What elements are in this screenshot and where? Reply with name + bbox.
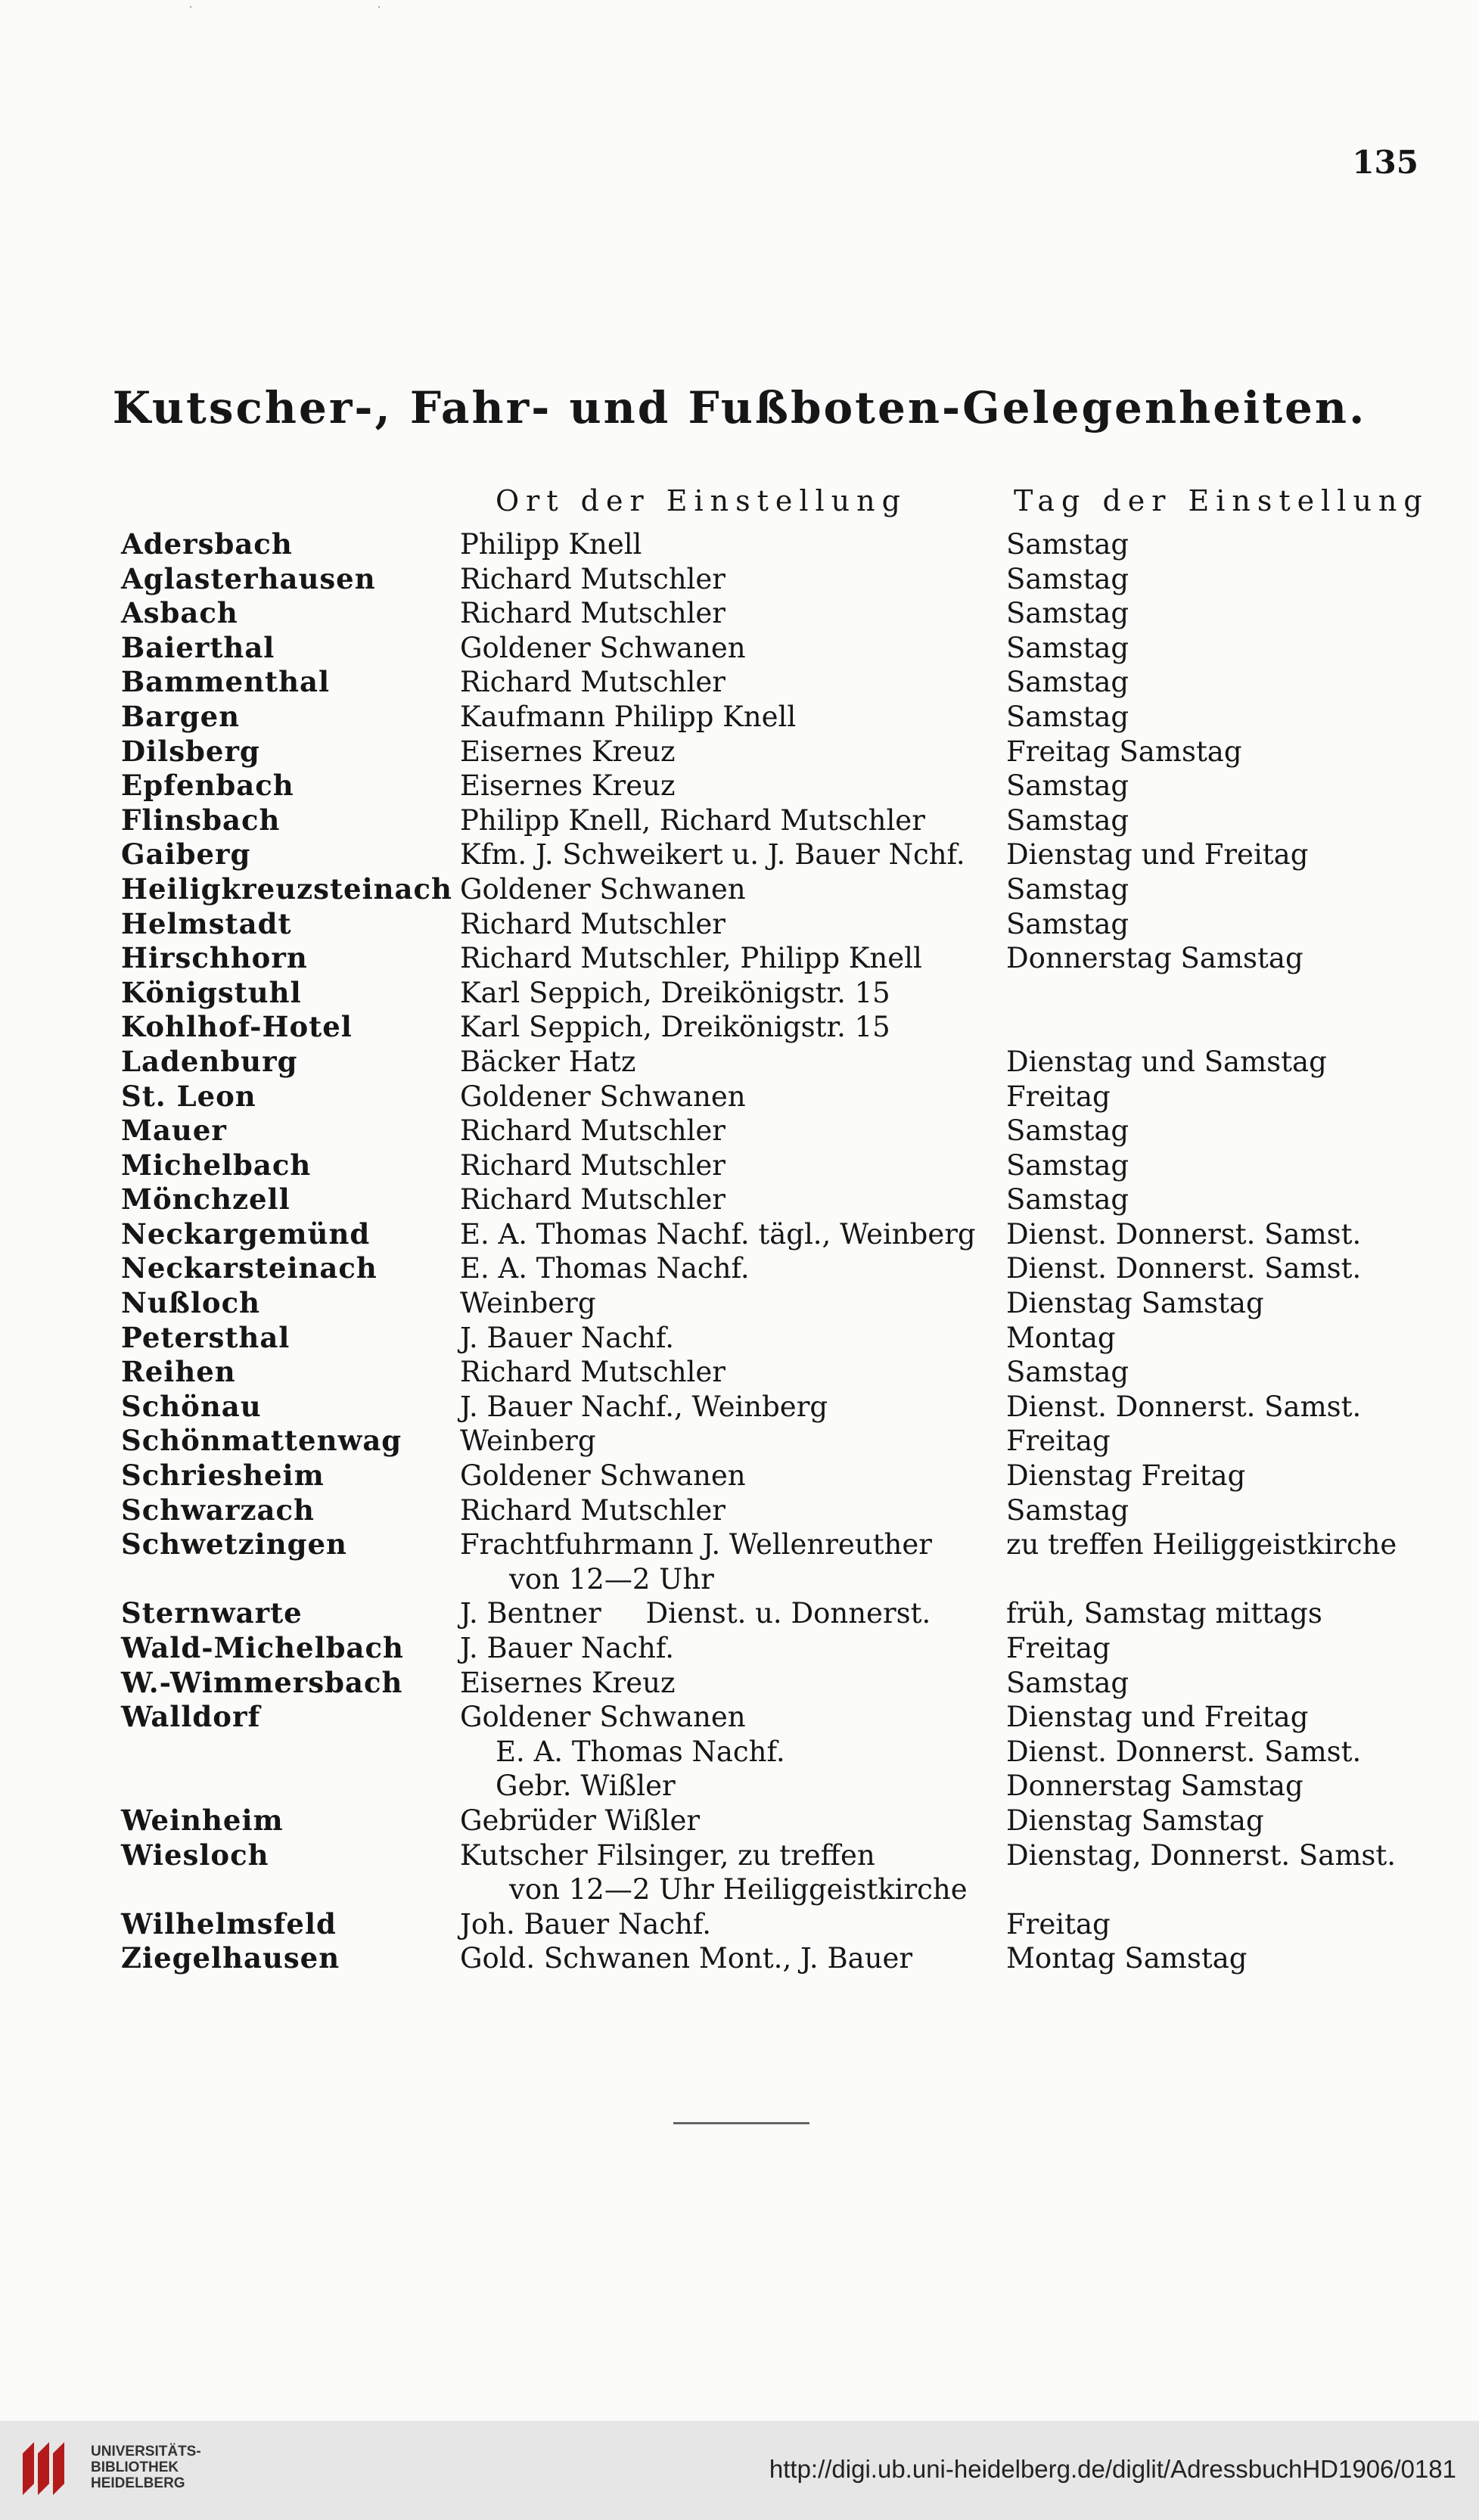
day-cell: Dienst. Donnerst. Samst. xyxy=(1006,1735,1362,1768)
place-cell xyxy=(460,1907,711,1942)
day-cell: Samstag xyxy=(1006,1666,1129,1699)
day-cell: Freitag xyxy=(1006,1907,1111,1940)
table-row xyxy=(0,1251,1479,1286)
table-row xyxy=(0,1631,1479,1666)
place-cell xyxy=(460,735,675,769)
day-cell: Donnerstag Samstag xyxy=(1006,1770,1303,1803)
listing-table xyxy=(0,527,1479,1976)
town-name: W.-Wimmersbach xyxy=(121,1665,403,1699)
table-row xyxy=(0,596,1479,631)
day-cell: Dienst. Donnerst. Samst. xyxy=(1006,1390,1362,1423)
place-cell xyxy=(460,1804,700,1838)
place-text: Richard Mutschler xyxy=(460,1493,726,1527)
place-cell xyxy=(460,1148,726,1183)
town-name: Bargen xyxy=(121,699,241,733)
place-cell xyxy=(460,1251,750,1286)
place-text: Goldener Schwanen xyxy=(460,872,746,906)
place-cell xyxy=(460,665,726,700)
day-cell: Samstag xyxy=(1006,597,1129,630)
town-name: Gaiberg xyxy=(121,837,251,872)
town-name: Petersthal xyxy=(121,1320,291,1354)
table-row xyxy=(0,735,1479,769)
place-cell xyxy=(460,837,965,872)
place-text: Richard Mutschler xyxy=(460,597,726,630)
town-name: Epfenbach xyxy=(121,769,294,803)
day-cell: Dienstag Freitag xyxy=(1006,1459,1246,1493)
table-row xyxy=(0,1700,1479,1735)
day-cell: Samstag xyxy=(1006,1183,1129,1216)
town-name: Adersbach xyxy=(121,527,293,561)
place-text: Philipp Knell, Richard Mutschler xyxy=(460,803,925,837)
day-cell: Dienstag und Freitag xyxy=(1006,1701,1309,1734)
place-text: Eisernes Kreuz xyxy=(460,1666,676,1699)
place-text: Richard Mutschler xyxy=(460,1183,726,1216)
town-name: Baierthal xyxy=(121,630,275,664)
table-row xyxy=(0,1838,1479,1907)
library-logo-icon xyxy=(15,2435,83,2503)
day-cell: Dienstag Samstag xyxy=(1006,1804,1264,1837)
place-cell xyxy=(460,1941,912,1976)
source-url[interactable]: http://digi.ub.uni-heidelberg.de/diglit/AdressbuchHD1906/0181 xyxy=(769,2455,1456,2483)
town-name: Helmstadt xyxy=(121,906,292,940)
table-row xyxy=(0,1114,1479,1148)
table-row xyxy=(0,837,1479,872)
town-name: St. Leon xyxy=(121,1079,256,1113)
day-cell: Freitag xyxy=(1006,1425,1111,1458)
day-cell: Montag Samstag xyxy=(1006,1942,1248,1975)
place-cell xyxy=(460,1080,746,1114)
table-row xyxy=(0,1804,1479,1838)
day-cell: Samstag xyxy=(1006,631,1129,664)
town-name: Asbach xyxy=(121,596,238,630)
place-text: Goldener Schwanen xyxy=(460,1459,746,1493)
place-cell xyxy=(460,1527,932,1596)
town-name: Wilhelmsfeld xyxy=(121,1906,337,1940)
library-name xyxy=(91,2444,201,2491)
day-cell: Dienstag und Freitag xyxy=(1006,838,1309,872)
place-text: Eisernes Kreuz xyxy=(460,735,676,768)
end-rule xyxy=(673,2122,809,2124)
place-text: J. Bentner Dienst. u. Donnerst. xyxy=(460,1597,931,1630)
place-text: Richard Mutschler xyxy=(460,1148,726,1182)
day-cell: Samstag xyxy=(1006,769,1129,803)
town-name: Mönchzell xyxy=(121,1182,291,1216)
day-cell: früh, Samstag mittags xyxy=(1006,1597,1322,1630)
table-row xyxy=(0,1769,1479,1804)
page-title: Kutscher-, Fahr- und Fußboten-Gelegenheiten. xyxy=(112,382,1367,433)
place-cell xyxy=(460,907,726,942)
place-text: Philipp Knell xyxy=(460,528,642,561)
place-cell xyxy=(460,1114,726,1148)
table-row xyxy=(0,1080,1479,1114)
town-name: Walldorf xyxy=(121,1700,261,1734)
place-cell xyxy=(460,1286,596,1321)
day-cell: Samstag xyxy=(1006,666,1129,699)
table-row xyxy=(0,1217,1479,1252)
place-cell xyxy=(460,1666,675,1701)
table-row xyxy=(0,631,1479,666)
place-cell xyxy=(460,596,726,631)
table-row xyxy=(0,562,1479,597)
town-name: Flinsbach xyxy=(121,803,281,837)
place-text: Goldener Schwanen xyxy=(460,1701,746,1734)
table-row xyxy=(0,1493,1479,1528)
day-cell: Dienstag, Donnerst. Samst. xyxy=(1006,1838,1397,1872)
town-name: Ziegelhausen xyxy=(121,1941,340,1975)
place-cell xyxy=(460,1424,596,1459)
town-name: Neckargemünd xyxy=(121,1216,371,1251)
place-text: Gebrüder Wißler xyxy=(460,1804,701,1837)
table-row xyxy=(0,1182,1479,1217)
place-text: Karl Seppich, Dreikönigstr. 15 xyxy=(460,1011,890,1044)
place-cell xyxy=(460,803,925,838)
town-name: Wiesloch xyxy=(121,1838,269,1872)
place-text: Goldener Schwanen xyxy=(460,1080,746,1113)
day-cell: Samstag xyxy=(1006,872,1129,906)
town-name: Weinheim xyxy=(121,1803,284,1837)
day-cell: Samstag xyxy=(1006,1356,1129,1389)
place-text: Kfm. J. Schweikert u. J. Bauer Nchf. xyxy=(460,838,965,872)
day-cell: zu treffen Heiliggeistkirche xyxy=(1006,1528,1397,1561)
table-row xyxy=(0,1286,1479,1321)
town-name: Neckarsteinach xyxy=(121,1251,378,1285)
day-cell: Dienstag und Samstag xyxy=(1006,1045,1327,1078)
day-cell: Samstag xyxy=(1006,1114,1129,1148)
table-row xyxy=(0,1907,1479,1942)
library-line-2: BIBLIOTHEK xyxy=(91,2459,179,2475)
table-row xyxy=(0,1527,1479,1596)
table-row xyxy=(0,1355,1479,1390)
place-text: J. Bauer Nachf., Weinberg xyxy=(460,1390,828,1423)
place-cell xyxy=(460,1769,676,1804)
place-cell xyxy=(460,976,890,1011)
place-cell xyxy=(460,872,746,907)
place-text: Frachtfuhrmann J. Wellenreuther xyxy=(460,1528,932,1561)
day-cell: Freitag xyxy=(1006,1632,1111,1664)
day-cell: Samstag xyxy=(1006,700,1129,733)
town-name: Reihen xyxy=(121,1355,236,1389)
place-cell xyxy=(460,1459,746,1493)
table-row xyxy=(0,941,1479,976)
library-line-1: UNIVERSITÄTS- xyxy=(91,2444,201,2459)
town-name: Schwarzach xyxy=(121,1493,315,1527)
day-cell: Montag xyxy=(1006,1321,1116,1354)
day-cell: Freitag xyxy=(1006,1080,1111,1113)
table-row xyxy=(0,769,1479,803)
town-name: Ladenburg xyxy=(121,1044,298,1078)
town-name: Kohlhof-Hotel xyxy=(121,1010,353,1044)
page-number: 135 xyxy=(1352,144,1418,181)
town-name: Schwetzingen xyxy=(121,1527,347,1561)
town-name: Dilsberg xyxy=(121,734,260,768)
header-day: Tag der Einstellung xyxy=(1014,484,1429,517)
town-name: Schriesheim xyxy=(121,1459,325,1493)
place-text: J. Bauer Nachf. xyxy=(460,1632,675,1664)
place-text: Kaufmann Philipp Knell xyxy=(460,700,797,733)
place-subtext: von 12—2 Uhr Heiliggeistkirche xyxy=(509,1873,968,1906)
place-cell xyxy=(460,1217,976,1252)
day-cell: Samstag xyxy=(1006,1148,1129,1182)
place-cell xyxy=(460,1493,726,1528)
place-cell xyxy=(460,1631,674,1666)
day-cell: Freitag Samstag xyxy=(1006,735,1242,768)
place-text: E. A. Thomas Nachf. xyxy=(460,1252,750,1285)
town-name: Bammenthal xyxy=(121,665,331,699)
place-cell xyxy=(460,1182,726,1217)
day-cell: Dienst. Donnerst. Samst. xyxy=(1006,1217,1362,1251)
table-row xyxy=(0,976,1479,1011)
table-row xyxy=(0,527,1479,562)
place-text: Eisernes Kreuz xyxy=(460,769,676,803)
table-row xyxy=(0,1424,1479,1459)
place-cell xyxy=(460,1700,746,1735)
town-name: Heiligkreuzsteinach xyxy=(121,872,452,906)
place-cell xyxy=(460,1321,674,1356)
table-row xyxy=(0,1321,1479,1356)
place-cell xyxy=(460,1390,828,1425)
place-cell xyxy=(460,941,922,976)
table-row xyxy=(0,907,1479,942)
table-row xyxy=(0,1735,1479,1770)
town-name: Aglasterhausen xyxy=(121,561,376,595)
place-text: Richard Mutschler xyxy=(460,907,726,940)
day-cell: Dienst. Donnerst. Samst. xyxy=(1006,1252,1362,1285)
place-text: E. A. Thomas Nachf. tägl., Weinberg xyxy=(460,1217,976,1251)
table-row xyxy=(0,1941,1479,1976)
column-headers xyxy=(0,484,1479,530)
place-text: E. A. Thomas Nachf. xyxy=(460,1735,785,1768)
day-cell: Samstag xyxy=(1006,907,1129,940)
place-cell xyxy=(460,631,746,666)
place-text: Richard Mutschler xyxy=(460,1356,726,1389)
place-cell xyxy=(460,1596,931,1631)
table-row xyxy=(0,1045,1479,1080)
place-text: Kutscher Filsinger, zu treffen xyxy=(460,1838,875,1872)
table-row xyxy=(0,665,1479,700)
day-cell: Dienstag Samstag xyxy=(1006,1287,1264,1320)
table-row xyxy=(0,1666,1479,1701)
town-name: Michelbach xyxy=(121,1148,312,1182)
day-cell: Samstag xyxy=(1006,528,1129,561)
table-row xyxy=(0,1148,1479,1183)
library-line-3: HEIDELBERG xyxy=(91,2475,185,2491)
table-row xyxy=(0,1010,1479,1045)
table-row xyxy=(0,1390,1479,1425)
place-cell xyxy=(460,1045,635,1080)
place-text: Richard Mutschler xyxy=(460,666,726,699)
table-row xyxy=(0,700,1479,735)
place-cell xyxy=(460,527,642,562)
place-text: Richard Mutschler xyxy=(460,1114,726,1148)
place-cell xyxy=(460,1010,890,1045)
footer-bar xyxy=(0,2421,1479,2520)
day-cell: Samstag xyxy=(1006,1493,1129,1527)
table-row xyxy=(0,1596,1479,1631)
table-row xyxy=(0,803,1479,838)
town-name: Nußloch xyxy=(121,1286,260,1320)
place-text: J. Bauer Nachf. xyxy=(460,1321,675,1354)
town-name: Mauer xyxy=(121,1114,227,1148)
place-text: Richard Mutschler, Philipp Knell xyxy=(460,942,922,975)
table-row xyxy=(0,1459,1479,1493)
place-cell xyxy=(460,1838,968,1907)
header-place: Ort der Einstellung xyxy=(496,484,907,517)
day-cell: Donnerstag Samstag xyxy=(1006,942,1303,975)
place-subtext: von 12—2 Uhr xyxy=(509,1562,714,1596)
town-name: Schönau xyxy=(121,1389,262,1423)
place-text: Karl Seppich, Dreikönigstr. 15 xyxy=(460,976,890,1009)
place-text: Gold. Schwanen Mont., J. Bauer xyxy=(460,1942,913,1975)
town-name: Schönmattenwag xyxy=(121,1424,402,1458)
table-row xyxy=(0,872,1479,907)
scan-artifact-dots: · · xyxy=(189,2,472,14)
place-cell xyxy=(460,1355,726,1390)
place-text: Gebr. Wißler xyxy=(460,1770,676,1803)
place-cell xyxy=(460,1735,785,1770)
place-cell xyxy=(460,562,726,597)
town-name: Sternwarte xyxy=(121,1596,303,1630)
day-cell: Samstag xyxy=(1006,803,1129,837)
place-text: Joh. Bauer Nachf. xyxy=(460,1907,712,1940)
town-name: Hirschhorn xyxy=(121,941,308,975)
town-name: Wald-Michelbach xyxy=(121,1631,404,1664)
town-name: Königstuhl xyxy=(121,975,302,1009)
place-text: Goldener Schwanen xyxy=(460,631,746,664)
place-text: Bäcker Hatz xyxy=(460,1045,636,1078)
place-cell xyxy=(460,700,796,735)
place-text: Weinberg xyxy=(460,1287,596,1320)
place-cell xyxy=(460,769,675,803)
place-text: Richard Mutschler xyxy=(460,562,726,595)
place-text: Weinberg xyxy=(460,1425,596,1458)
day-cell: Samstag xyxy=(1006,562,1129,595)
